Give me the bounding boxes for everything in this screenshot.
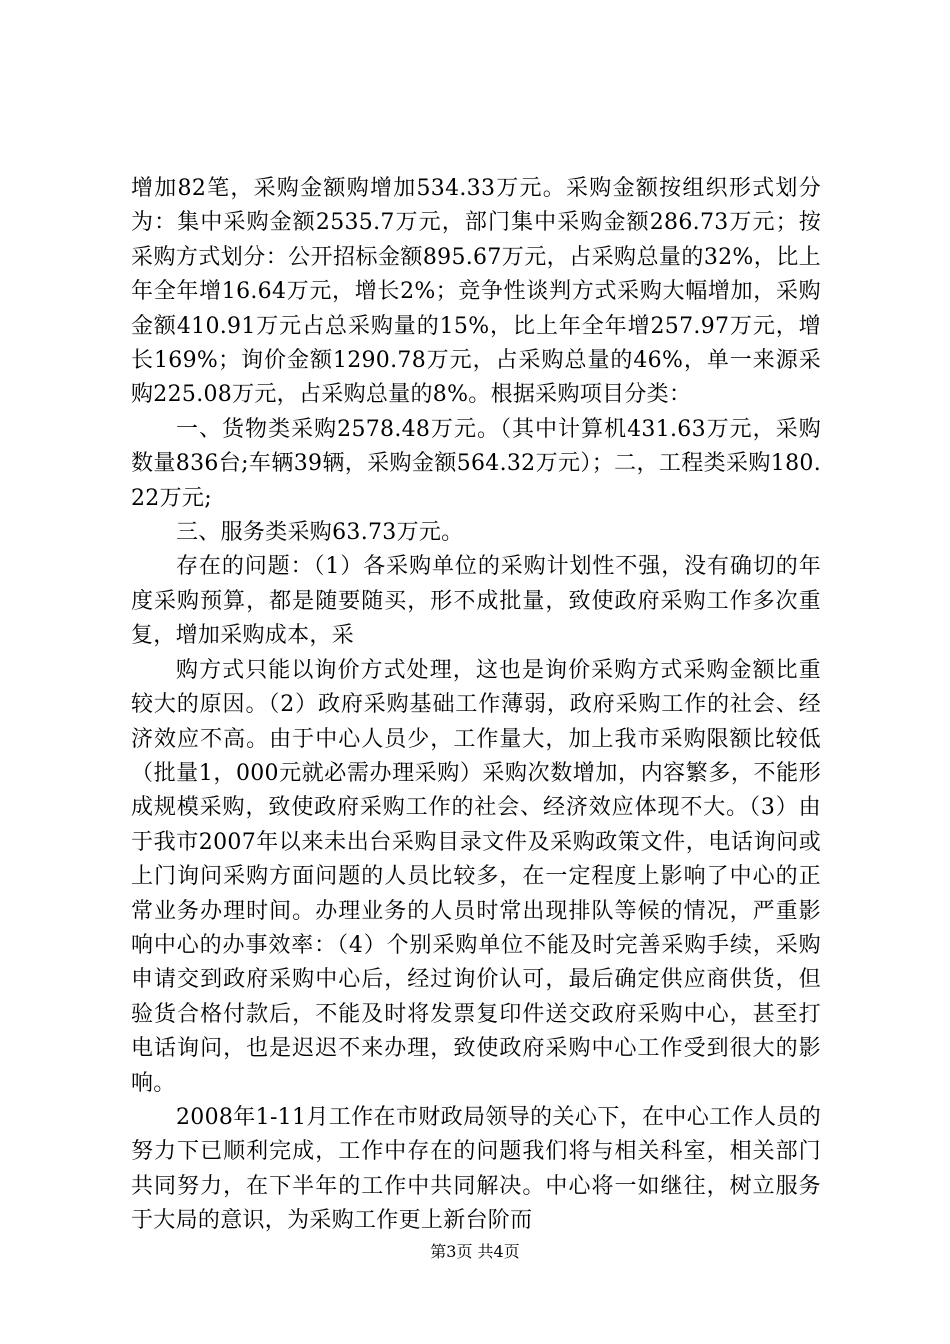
page-number-footer: 第3页 共4页 — [430, 1242, 520, 1261]
paragraph-conclusion: 2008年1-11月工作在市财政局领导的关心下，在中心工作人员的努力下已顺利完成，工作中存在的问题我们将与相关科室，相关部门共同努力，在下半年的工作中共同解决。中心将一如继往，树立服务于大局的意识，为采购工作更上新台阶而 — [131, 1104, 821, 1234]
paragraph-problems-detail: 购方式只能以询价方式处理，这也是询价采购方式采购金额比重较大的原因。（2）政府采购基础工作薄弱，政府采购工作的社会、经济效应不高。由于中心人员少，工作量大，加上我市采购限额比较低（批量1，000元就必需办理采购）采购次数增加，内容繁多，不能形成规模采购，致使政府采购工作的社会、经济效应体现不大。（3）由于我市2007年以来未出台采购目录文件及采购政策文件，电话询问或上门询问采购方面问题的人员比较多，在一定程度上影响了中心的正常业务办理时间。办理业务的人员时常出现排队等候的情况，严重影响中心的办事效率：（4）个别采购单位不能及时完善采购手续，采购申请交到政府采购中心后，经过询价认可，最后确定供应商供货，但验货合格付款后，不能及时将发票复印件送交政府采购中心，甚至打电话询问，也是迟迟不来办理，致使政府采购中心工作受到很大的影响。 — [131, 657, 821, 1096]
paragraph-problems-intro: 存在的问题：（1）各采购单位的采购计划性不强，没有确切的年度采购预算，都是随要随买，形不成批量，致使政府采购工作多次重复，增加采购成本，采 — [131, 554, 821, 649]
document-body — [131, 172, 821, 1239]
paragraph-goods-procurement: 一、货物类采购2578.48万元。（其中计算机431.63万元，采购数量836台;车辆39辆，采购金额564.32万元）；二，工程类采购180.22万元; — [131, 416, 821, 511]
paragraph-services-procurement: 三、服务类采购63.73万元。 — [176, 520, 464, 546]
paragraph-procurement-summary: 增加82笔，采购金额购增加534.33万元。采购金额按组织形式划分为：集中采购金额2535.7万元，部门集中采购金额286.73万元；按采购方式划分：公开招标金额895.67万元，占采购总量的32%，比上年全年增16.64万元，增长2%；竞争性谈判方式采购大幅增加，采购金额410.91万元占总采购量的15%，比上年全年增257.97万元，增长169%；询价金额1290.78万元，占采购总量的46%，单一来源采购225.08万元，占采购总量的8%。根据采购项目分类： — [131, 176, 821, 408]
